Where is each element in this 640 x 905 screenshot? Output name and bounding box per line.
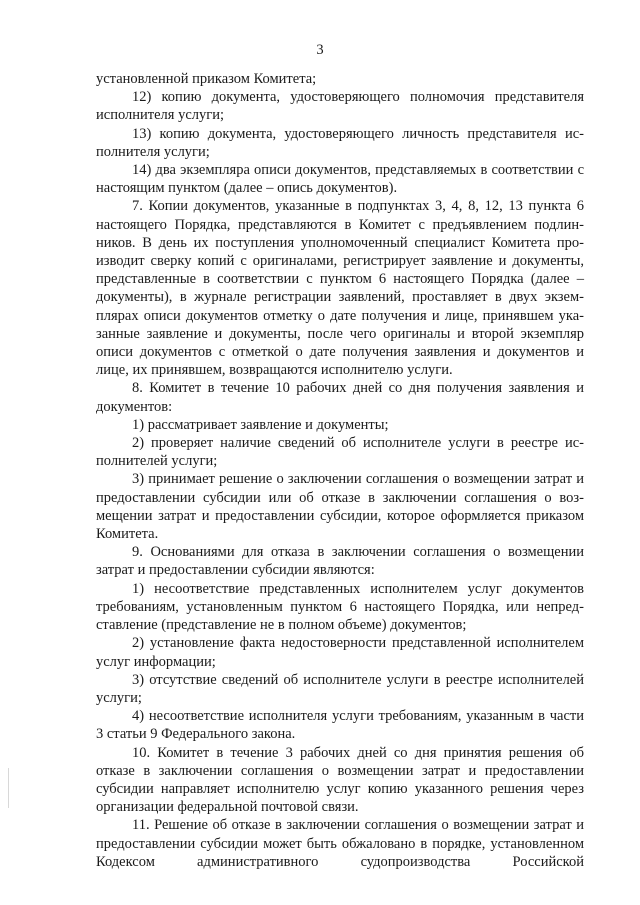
paragraph-clause-8-item-1: 1) рассматривает заявление и документы;: [132, 416, 389, 433]
paragraph-clause-9: 9. Основаниями для отказа в заключении соглашения о возмещении затрат и предоставлении субсидии являются:: [96, 544, 584, 579]
paragraph-item-13: 13) копию документа, удостоверяющего личность представителя исполнителя услуги;: [96, 125, 584, 160]
paragraph-continuation: установленной приказом Комитета;: [96, 71, 317, 87]
paragraph-item-12: 12) копию документа, удостоверяющего полномочия представителя исполнителя услуги;: [96, 89, 584, 124]
page-number: 3: [316, 42, 324, 58]
scan-margin-mark: [8, 768, 9, 808]
paragraph-clause-11: 11. Решение об отказе в заключении соглашения о возмещении затрат и предоставлении субсидии может быть обжаловано в порядке, установленном Кодексом административного судопроизводства Российской: [96, 817, 584, 870]
paragraph-clause-8-item-2: 2) проверяет наличие сведений об исполнителе услуги в реестре исполнителей услуги;: [96, 435, 584, 470]
paragraph-clause-8: 8. Комитет в течение 10 рабочих дней со дня получения заявления и документов:: [96, 380, 584, 415]
paragraph-clause-9-item-1: 1) несоответствие представленных исполнителем услуг документов требованиям, установленным пунктом 6 настоящего Порядка, или непредставление (представление не в полном объеме) документов;: [96, 580, 584, 634]
paragraph-clause-8-item-3: 3) принимает решение о заключении соглашения о возмещении затрат и предоставлении субсидии или об отказе в заключении соглашения о возмещении затрат и предоставлении субсидии, которое оформляется приказом Комитета.: [96, 471, 584, 543]
paragraph-clause-9-item-4: 4) несоответствие исполнителя услуги требованиям, указанным в части 3 статьи 9 Федерального закона.: [96, 708, 584, 743]
paragraph-clause-7: 7. Копии документов, указанные в подпунктах 3, 4, 8, 12, 13 пункта 6 настоящего Порядка, представляются в Комитет с предъявлением подлинников. В день их поступления уполномоченный специалист Комитета производит сверку копий с оригиналами, регистрирует заявление и документы, представленные в соответствии с пунктом 6 настоящего Порядка (далее – документы), в журнале регистрации заявлений, проставляет в двух экземплярах описи документов отметку о дате получения и лице, принявшем указанные заявление и документы, после чего оригиналы и второй экземпляр описи документов с отметкой о дате получения заявления и документов и лице, их принявшем, возвращаются исполнителю услуги.: [96, 198, 584, 379]
paragraph-clause-10: 10. Комитет в течение 3 рабочих дней со дня принятия решения об отказе в заключении соглашения о возмещении затрат и предоставлении субсидии направляет исполнителю услуг копию указанного решения через организации федеральной почтовой связи.: [96, 744, 584, 816]
paragraph-item-14: 14) два экземпляра описи документов, представляемых в соответствии с настоящим пунктом (далее – опись документов).: [96, 162, 584, 197]
document-body: [96, 70, 584, 871]
paragraph-clause-9-item-2: 2) установление факта недостоверности представленной исполнителем услуг информации;: [96, 635, 584, 670]
paragraph-clause-9-item-3: 3) отсутствие сведений об исполнителе услуги в реестре исполнителей услуги;: [96, 671, 584, 706]
